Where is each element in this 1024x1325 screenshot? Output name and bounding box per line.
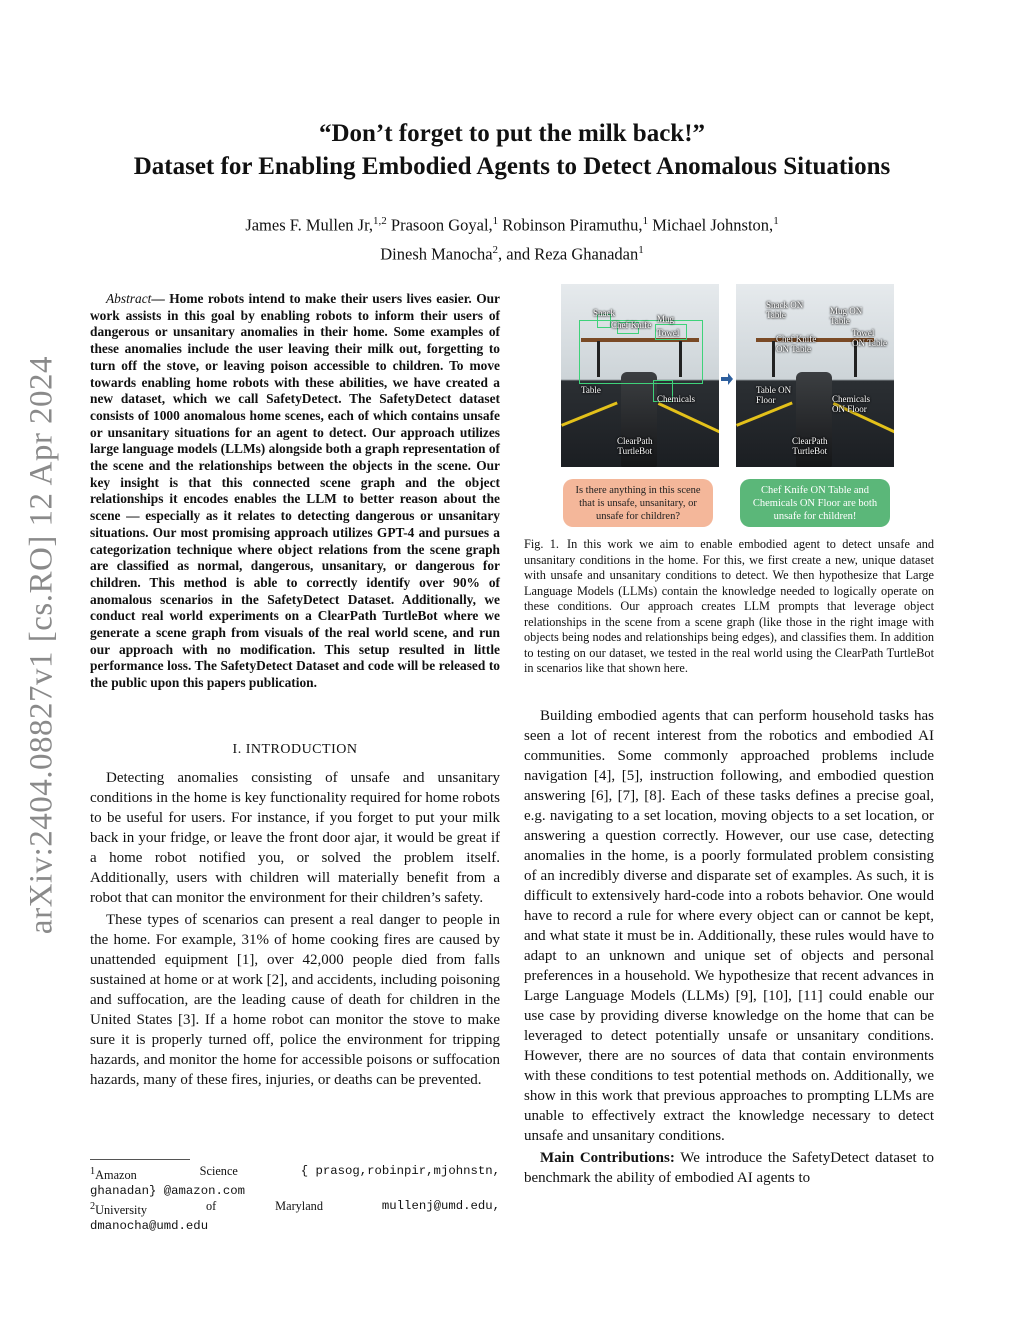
relation-table-on-floor: Table ON Floor: [756, 385, 792, 405]
label-table: Table: [581, 385, 601, 395]
arxiv-id: arXiv:2404.08827v1 [cs.RO] 12 Apr 2024: [23, 355, 60, 935]
abstract-label: Abstract: [106, 291, 152, 306]
footnote-1-emails: { prasog,robinpir,mjohnstn,: [300, 1164, 500, 1178]
right-column-body: [524, 706, 934, 1190]
relation-chef-knife-on-table: Chef Knife ON Table: [776, 334, 817, 354]
footnote-1-line-1: [90, 1164, 500, 1184]
author-2: Prasoon Goyal,: [390, 215, 493, 235]
main-contributions-label: Main Contributions:: [540, 1150, 675, 1166]
author-3-affil: 1: [642, 215, 649, 227]
author-list: [60, 209, 964, 266]
footnote-2-line-1: [90, 1199, 500, 1219]
author-4: Michael Johnston,: [652, 215, 774, 235]
figure-1: [560, 284, 934, 531]
caption-label: Fig. 1.: [524, 537, 559, 551]
abstract: [90, 291, 500, 692]
caption-text: In this work we aim to enable embodied agent to detect unsafe and unsanitary conditions in the home. For this, we first create a new, unique dataset with unsafe and unsanitary conditions to detect. We then hypothesize that Large Language Models (LLMs) contain the knowledge needed to logically operate on these conditions. Our approach creates LLM prompts that leverage object relationships in the scene from a scene graph (like those in the right image with objects being nodes and relationships being edges), and classifies them. In addition to testing on our dataset, we tested in the real world using the ClearPath TurtleBot in scenarios like that shown here.: [524, 537, 934, 675]
author-5-affil: 2: [492, 243, 499, 256]
body-paragraph-2: [524, 1148, 934, 1188]
relation-towel-on-table: Towel ON Table: [852, 328, 887, 348]
author-2-affil: 1: [492, 215, 499, 227]
abstract-text: Home robots intend to make their users lives easier. Our work assists in this goal by enabling robots to inform their users of dangerous or unsanitary anomalies in their home. Some examples of these anomalies include the user leaving their milk out, forgetting to turn off the stove, or leaving poison accessible to children. To move towards enabling home robots with these abilities, we have created a new dataset, which we call SafetyDetect. The SafetyDetect dataset consists of 1000 anomalous home scenes, each of which contains unsafe or unsanitary situations for an agent to detect. Our approach utilizes large language models (LLMs) alongside both a graph representation of the scene and the relationships between the objects in the scene. Our key insight is that this connected scene graph and the object relationships it encodes enables the LLM to better reason about the scene — especially as it relates to detecting dangerous or unsanitary situations. Our most promising approach utilizes GPT-4 and pursues a categorization technique where object relations from the scene graph are classified as normal, dangerous, unsanitary, or dangerous for children. This method is able to correctly identify over 90% of anomalous scenarios in the SafetyDetect Dataset. Additionally, we conduct real world experiments on a ClearPath TurtleBot where we generate a scene graph from visuals of the real world scene, and run our approach with no modification. This setup resulted in little performance loss. The SafetyDetect Dataset and code will be released to the public upon this papers publication.: [90, 291, 500, 691]
label-snack: Snack: [593, 308, 615, 318]
floor-tape-line: [736, 402, 793, 427]
arxiv-sidebar-stamp: [12, 340, 72, 950]
footnote-2-org: University: [95, 1203, 148, 1218]
label-chef-knife: Chef Knife: [611, 320, 652, 330]
relation-mug-on-table: Mug ON Table: [830, 306, 863, 326]
floor-tape-line: [658, 402, 719, 434]
section-heading-introduction: I. INTRODUCTION: [232, 742, 358, 757]
footnote-1-domain: ghanadan} @amazon.com: [90, 1183, 245, 1198]
footnote-rule: [90, 1159, 190, 1160]
label-mug: Mug: [657, 314, 675, 324]
figure-photo-right: [736, 284, 894, 467]
relation-chemicals-on-floor: Chemicals ON Floor: [832, 394, 870, 414]
author-separator: , and: [498, 244, 535, 263]
intro-paragraph-1: Detecting anomalies consisting of unsafe and unsanitary conditions in the home is key functionality required for home robots to be useful for users. For instance, if you forget to put your milk back in your fridge, or leave the front door ajar, it would be great if a home robot notified you, or solved the problem itself. Additionally, users with children will materially benefit from a robot that can monitor the environment for their children’s safety.: [90, 770, 500, 906]
author-1: James F. Mullen Jr,: [245, 215, 374, 235]
introduction-body: [90, 768, 500, 1092]
floor-tape-line: [561, 402, 618, 427]
footnote-1-org-2: Science: [199, 1164, 238, 1178]
footnote-2-mark: 2: [90, 1201, 96, 1213]
author-4-affil: 1: [773, 215, 779, 227]
figure-1-caption: [524, 537, 934, 677]
title-line-1: “Don’t forget to put the milk back!”: [318, 120, 706, 147]
label-turtlebot: ClearPath TurtleBot: [617, 436, 653, 456]
figure-photo-left: [561, 284, 719, 467]
author-3: Robinson Piramuthu,: [502, 215, 643, 235]
footnote-1-mark: 1: [90, 1166, 96, 1177]
figure-question-bubble: Is there anything in this scene that is unsafe, unsanitary, or unsafe for children?: [563, 479, 713, 527]
figure-answer-bubble: Chef Knife ON Table and Chemicals ON Floor are both unsafe for children!: [740, 479, 890, 527]
table-leg: [772, 341, 775, 377]
footnote-1-org: Amazon: [95, 1168, 137, 1183]
title-line-2: Dataset for Enabling Embodied Agents to Detect Anomalous Situations: [133, 153, 891, 180]
footnote-2-email: mullenj@umd.edu,: [381, 1199, 500, 1214]
arrow-right-icon: [720, 372, 734, 386]
relation-snack-on-table: Snack ON Table: [766, 300, 804, 320]
footnote-2-org-3: Maryland: [275, 1199, 323, 1214]
author-1-affil: 1,2: [373, 215, 387, 227]
main-contributions-text: We introduce the SafetyDetect dataset to benchmark the ability of embodied AI agents to: [524, 1150, 934, 1186]
author-5: Dinesh Manocha: [380, 244, 493, 263]
label-turtlebot: ClearPath TurtleBot: [792, 436, 828, 456]
body-paragraph-1: Building embodied agents that can perform household tasks has seen a lot of recent interest from the robotics and embodied AI communities. Some commonly approached problems include navigation [4], [5], instruction following, and embodied question answering [6], [7], [8]. Each of these tasks defines a precise goal, e.g. navigating to a set location, moving objects to a set location, or answering a question correctly. However, our use case, detecting anomalies in the home, is a poorly formulated problem consisting of an incredibly diverse and disparate set of examples. As such, it is difficult to extensively hard-code into a robots behavior. One would have to record a rule for where every object can or cannot be kept, and what state it must be in. Additionally, these rules would have to adapt to an unknown and unique set of objects and personal preferences in a household. We hypothesize that recent advances in Large Language Models (LLMs) [9], [10], [11] could enable our use case by providing diverse knowledge on the home that can be leveraged to detect potentially unsafe or unsanitary conditions. However, there are no sources of data that contain environments with these conditions to test potential methods on. Additionally, we show in this work that previous approaches to prompting LLMs are unable to effectively extract the knowledge necessary to detect unsafe and unsanitary conditions.: [524, 708, 934, 1144]
footnote-2-email-2: dmanocha@umd.edu: [90, 1218, 209, 1233]
footnotes: [90, 1164, 500, 1234]
label-towel: Towel: [657, 328, 680, 338]
intro-paragraph-2: These types of scenarios can present a real danger to people in the home. For example, 31% of home cooking fires are caused by unattended equipment [1], over 42,000 people died from falls sustained at home or at work [2], and accidents, including poisoning and suffocation, are the leading cause of death for children in the United States [3]. If a home robot can monitor the stove to make sure it is properly turned off, police the environment for tripping hazards, and monitor the home for accessible poisons or suffocation hazards, many of these fires, injuries, or deaths can be prevented.: [90, 912, 500, 1088]
footnote-2-org-2: of: [205, 1199, 217, 1214]
label-chemicals: Chemicals: [657, 394, 695, 404]
paper-title: [60, 117, 964, 183]
abstract-dash: —: [151, 291, 170, 306]
author-6-affil: 1: [638, 243, 644, 256]
author-6: Reza Ghanadan: [534, 244, 639, 263]
